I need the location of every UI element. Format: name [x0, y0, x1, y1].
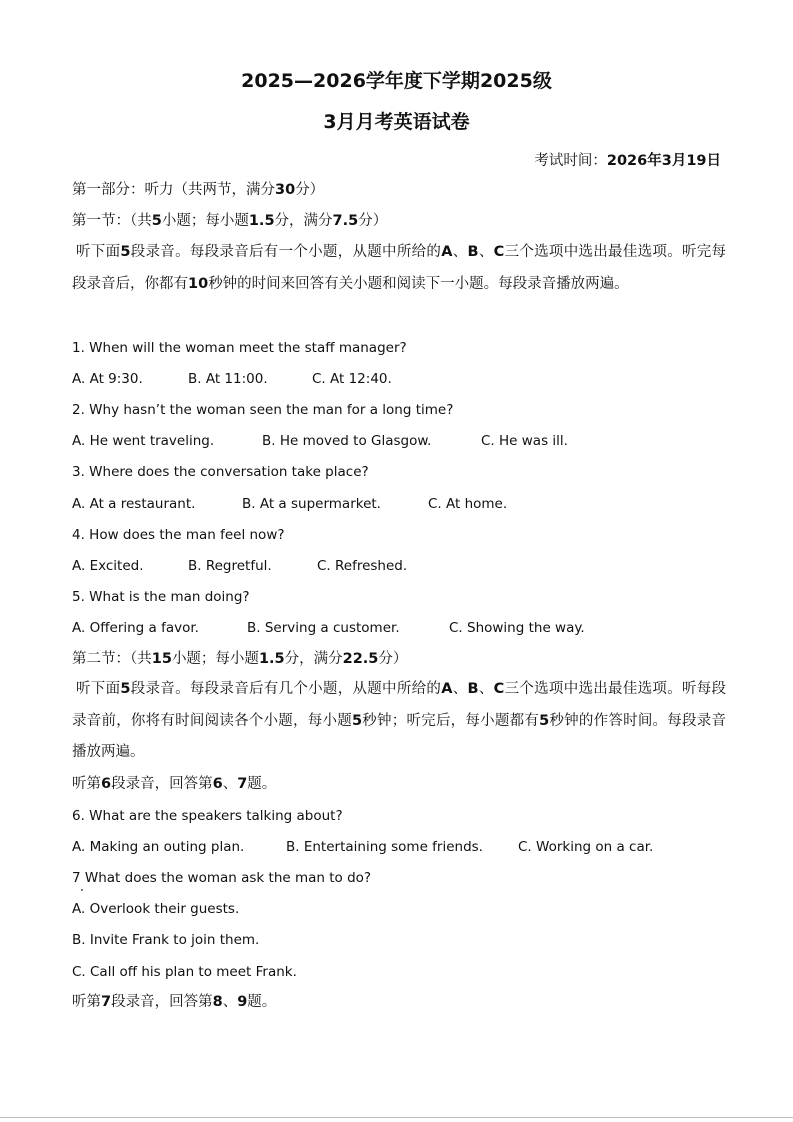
- question-options: [72, 432, 568, 450]
- option-c: C. He was ill.: [481, 433, 568, 449]
- exam-time-label: 考试时间：: [534, 153, 607, 169]
- question-stem: 5. What is the man doing?: [72, 589, 250, 605]
- exam-subtitle: 3月月考英语试卷: [323, 111, 470, 133]
- option-c: C. Call off his plan to meet Frank.: [72, 964, 297, 980]
- section1-heading: 第一节：（共5小题；每小题1.5分，满分7.5分）: [72, 213, 388, 229]
- part1-heading: 第一部分：听力（共两节，满分30分）: [72, 182, 325, 198]
- section2-heading: 第二节：（共15小题；每小题1.5分，满分22.5分）: [72, 651, 408, 667]
- option-b: B. Serving a customer.: [247, 620, 400, 636]
- question-stem: 7 What does the woman ask the man to do?: [72, 870, 372, 886]
- exam-date: 2026年3月19日: [606, 153, 721, 169]
- question-options: [72, 838, 654, 856]
- audio7-heading: 听第7段录音，回答第8、9题。: [72, 994, 277, 1010]
- question-options: [72, 495, 508, 513]
- option-b: B. Entertaining some friends.: [286, 839, 483, 855]
- audio6-heading: 听第6段录音，回答第6、7题。: [72, 776, 277, 792]
- question-stem: 4. How does the man feel now?: [72, 527, 285, 543]
- option-a: A. At a restaurant.: [72, 496, 196, 512]
- option-a: A. Offering a favor.: [72, 620, 199, 636]
- question-stem: 2. Why hasn’t the woman seen the man for a long time?: [72, 402, 454, 418]
- question-options: [72, 370, 392, 388]
- option-c: C. At home.: [428, 496, 508, 512]
- option-b: B. Regretful.: [188, 558, 272, 574]
- question-stem: 1. When will the woman meet the staff manager?: [72, 340, 407, 356]
- option-b: B. He moved to Glasgow.: [262, 433, 432, 449]
- exam-time: [534, 149, 721, 170]
- question-options: [72, 557, 408, 575]
- exam-title: 2025—2026学年度下学期2025级: [241, 70, 552, 92]
- option-b: B. Invite Frank to join them.: [72, 932, 260, 948]
- option-c: C. Refreshed.: [317, 558, 408, 574]
- question-options: [72, 619, 585, 637]
- option-b: B. At 11:00.: [188, 371, 268, 387]
- option-a: A. Excited.: [72, 558, 144, 574]
- section1-instructions: 听下面5段录音。每段录音后有一个小题，从题中所给的A、B、C三个选项中选出最佳选项。听完每段录音后，你都有10秒钟的时间来回答有关小题和阅读下一小题。每段录音播放两遍。: [72, 244, 727, 292]
- option-b: B. At a supermarket.: [242, 496, 381, 512]
- option-a: A. Making an outing plan.: [72, 839, 245, 855]
- option-a: A. He went traveling.: [72, 433, 215, 449]
- page-bottom-rule: [0, 1117, 793, 1118]
- section2-instructions: 听下面5段录音。每段录音后有几个小题，从题中所给的A、B、C三个选项中选出最佳选项。听每段录音前，你将有时间阅读各个小题，每小题5秒钟；听完后，每小题都有5秒钟的作答时间。每段录音播放两遍。: [72, 681, 727, 760]
- question-stem: 3. Where does the conversation take place?: [72, 464, 369, 480]
- option-c: C. Showing the way.: [449, 620, 585, 636]
- option-c: C. Working on a car.: [518, 839, 654, 855]
- stray-dot: [81, 889, 83, 891]
- option-a: A. At 9:30.: [72, 371, 143, 387]
- option-c: C. At 12:40.: [312, 371, 392, 387]
- question-stem: 6. What are the speakers talking about?: [72, 808, 343, 824]
- option-a: A. Overlook their guests.: [72, 901, 240, 917]
